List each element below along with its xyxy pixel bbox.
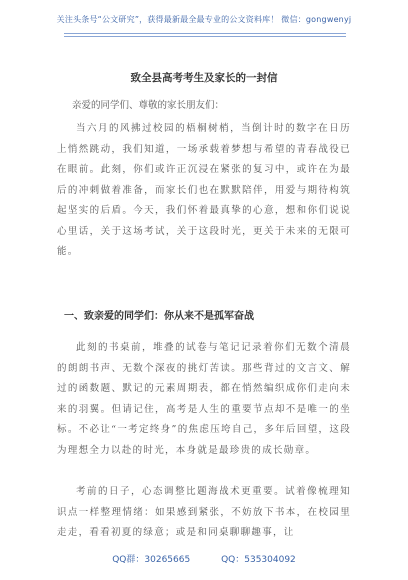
paragraph-students: 此刻的书桌前，堆叠的试卷与笔记记录着你们无数个清晨的朗朗书声、无数个深夜的挑灯苦读。那些背过的文言文、解过的函数题、默记的元素周期表，都在悄然编织成你们走向未来的羽翼。但请记住，高考是人生的重要节点却不是唯一的坐标。不必让“一考定终身”的焦虑压垮自己，多年后回望，这段为理想全力以赴的时光，本身就是最珍贵的成长勋章。 — [57, 342, 351, 456]
footer — [0, 552, 408, 565]
section-heading: 一、致亲爱的同学们：你从来不是孤军奋战 — [64, 311, 254, 322]
footer-qq-group: QQ群：30265665 — [112, 555, 191, 565]
salutation: 亲爱的同学们、尊敬的家长朋友们： — [72, 100, 225, 111]
header-divider-bottom — [64, 36, 346, 37]
footer-qq-contact: QQ：535304092 — [221, 555, 296, 565]
header-divider-top — [64, 33, 346, 34]
header-banner: 关注头条号“公文研究”，获得最新最全最专业的公文资料库！ 微信：gongwenyj — [56, 15, 352, 24]
paragraph-mindset: 考前的日子，心态调整比题海战术更重要。试着像梳理知识点一样整理情绪：如果感到紧张，不妨放下书本，在校园里走走，看看初夏的绿意；或是和同桌聊聊趣事，让 — [57, 486, 351, 538]
document-title: 致全县高考考生及家长的一封信 — [130, 72, 278, 84]
paragraph-intro: 当六月的风拂过校园的梧桐树梢，当倒计时的数字在日历上悄然跳动，我们知道，一场承载着梦想与希望的青春战役已在眼前。此刻，你们或许正沉浸在紧张的复习中，或许在为最后的冲刺做着准备，而家长们也在默默陪伴，用爱与期待构筑起坚实的后盾。今天，我们怀着最真挚的心意，想和你们说说心里话，关于这场考试，关于这段时光，更关于未来的无限可能。 — [57, 123, 351, 257]
